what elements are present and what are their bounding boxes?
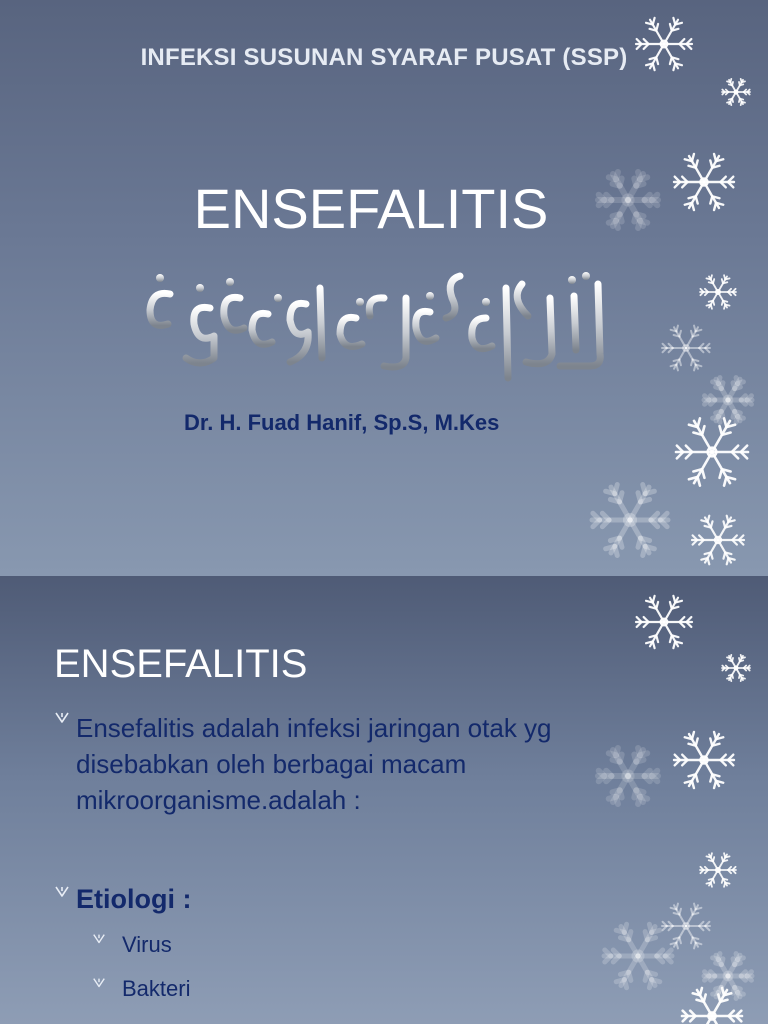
presentation-supertitle: INFEKSI SUSUNAN SYARAF PUSAT (SSP) <box>140 44 628 71</box>
content-slide <box>0 576 768 1024</box>
sub-bullet-text: Virus <box>122 932 172 957</box>
snowflake-icon <box>604 924 672 988</box>
sub-bullet-bakteri <box>92 976 190 1002</box>
snowflake-icon <box>676 418 748 485</box>
checkmark-arrow-icon <box>54 884 76 905</box>
snowflake-icon <box>700 853 736 887</box>
snowflake-icon <box>662 904 710 949</box>
sub-bullet-text: Bakteri <box>122 976 191 1001</box>
snowflake-icon <box>674 732 734 788</box>
snowflake-icon <box>700 275 736 309</box>
bullet-text: Etiologi : <box>76 884 192 914</box>
bullet-definition <box>54 710 634 818</box>
sub-bullet-virus <box>92 932 172 958</box>
checkmark-arrow-icon <box>92 976 122 995</box>
snowflake-icon <box>592 484 668 555</box>
snowflake-icon <box>636 596 692 648</box>
snowflake-icon <box>704 378 752 423</box>
checkmark-arrow-icon <box>92 932 122 951</box>
slide-title: ENSEFALITIS <box>193 177 549 240</box>
snowflake-icon <box>722 655 750 681</box>
checkmark-arrow-icon <box>54 710 76 731</box>
bullet-etiology <box>54 884 191 915</box>
snowflake-icon <box>704 954 752 999</box>
author-name: Dr. H. Fuad Hanif, Sp.S, M.Kes <box>184 410 500 435</box>
bullet-text: Ensefalitis adalah infeksi jaringan otak yg disebabkan oleh berbagai macam mikroorganisme.adalah : <box>76 713 552 815</box>
slide-title: ENSEFALITIS <box>54 642 308 686</box>
snowflake-icon <box>692 516 744 565</box>
snowflake-icon <box>662 326 710 371</box>
arabic-greeting-calligraphy <box>130 258 630 398</box>
snowflake-icon <box>722 79 750 105</box>
